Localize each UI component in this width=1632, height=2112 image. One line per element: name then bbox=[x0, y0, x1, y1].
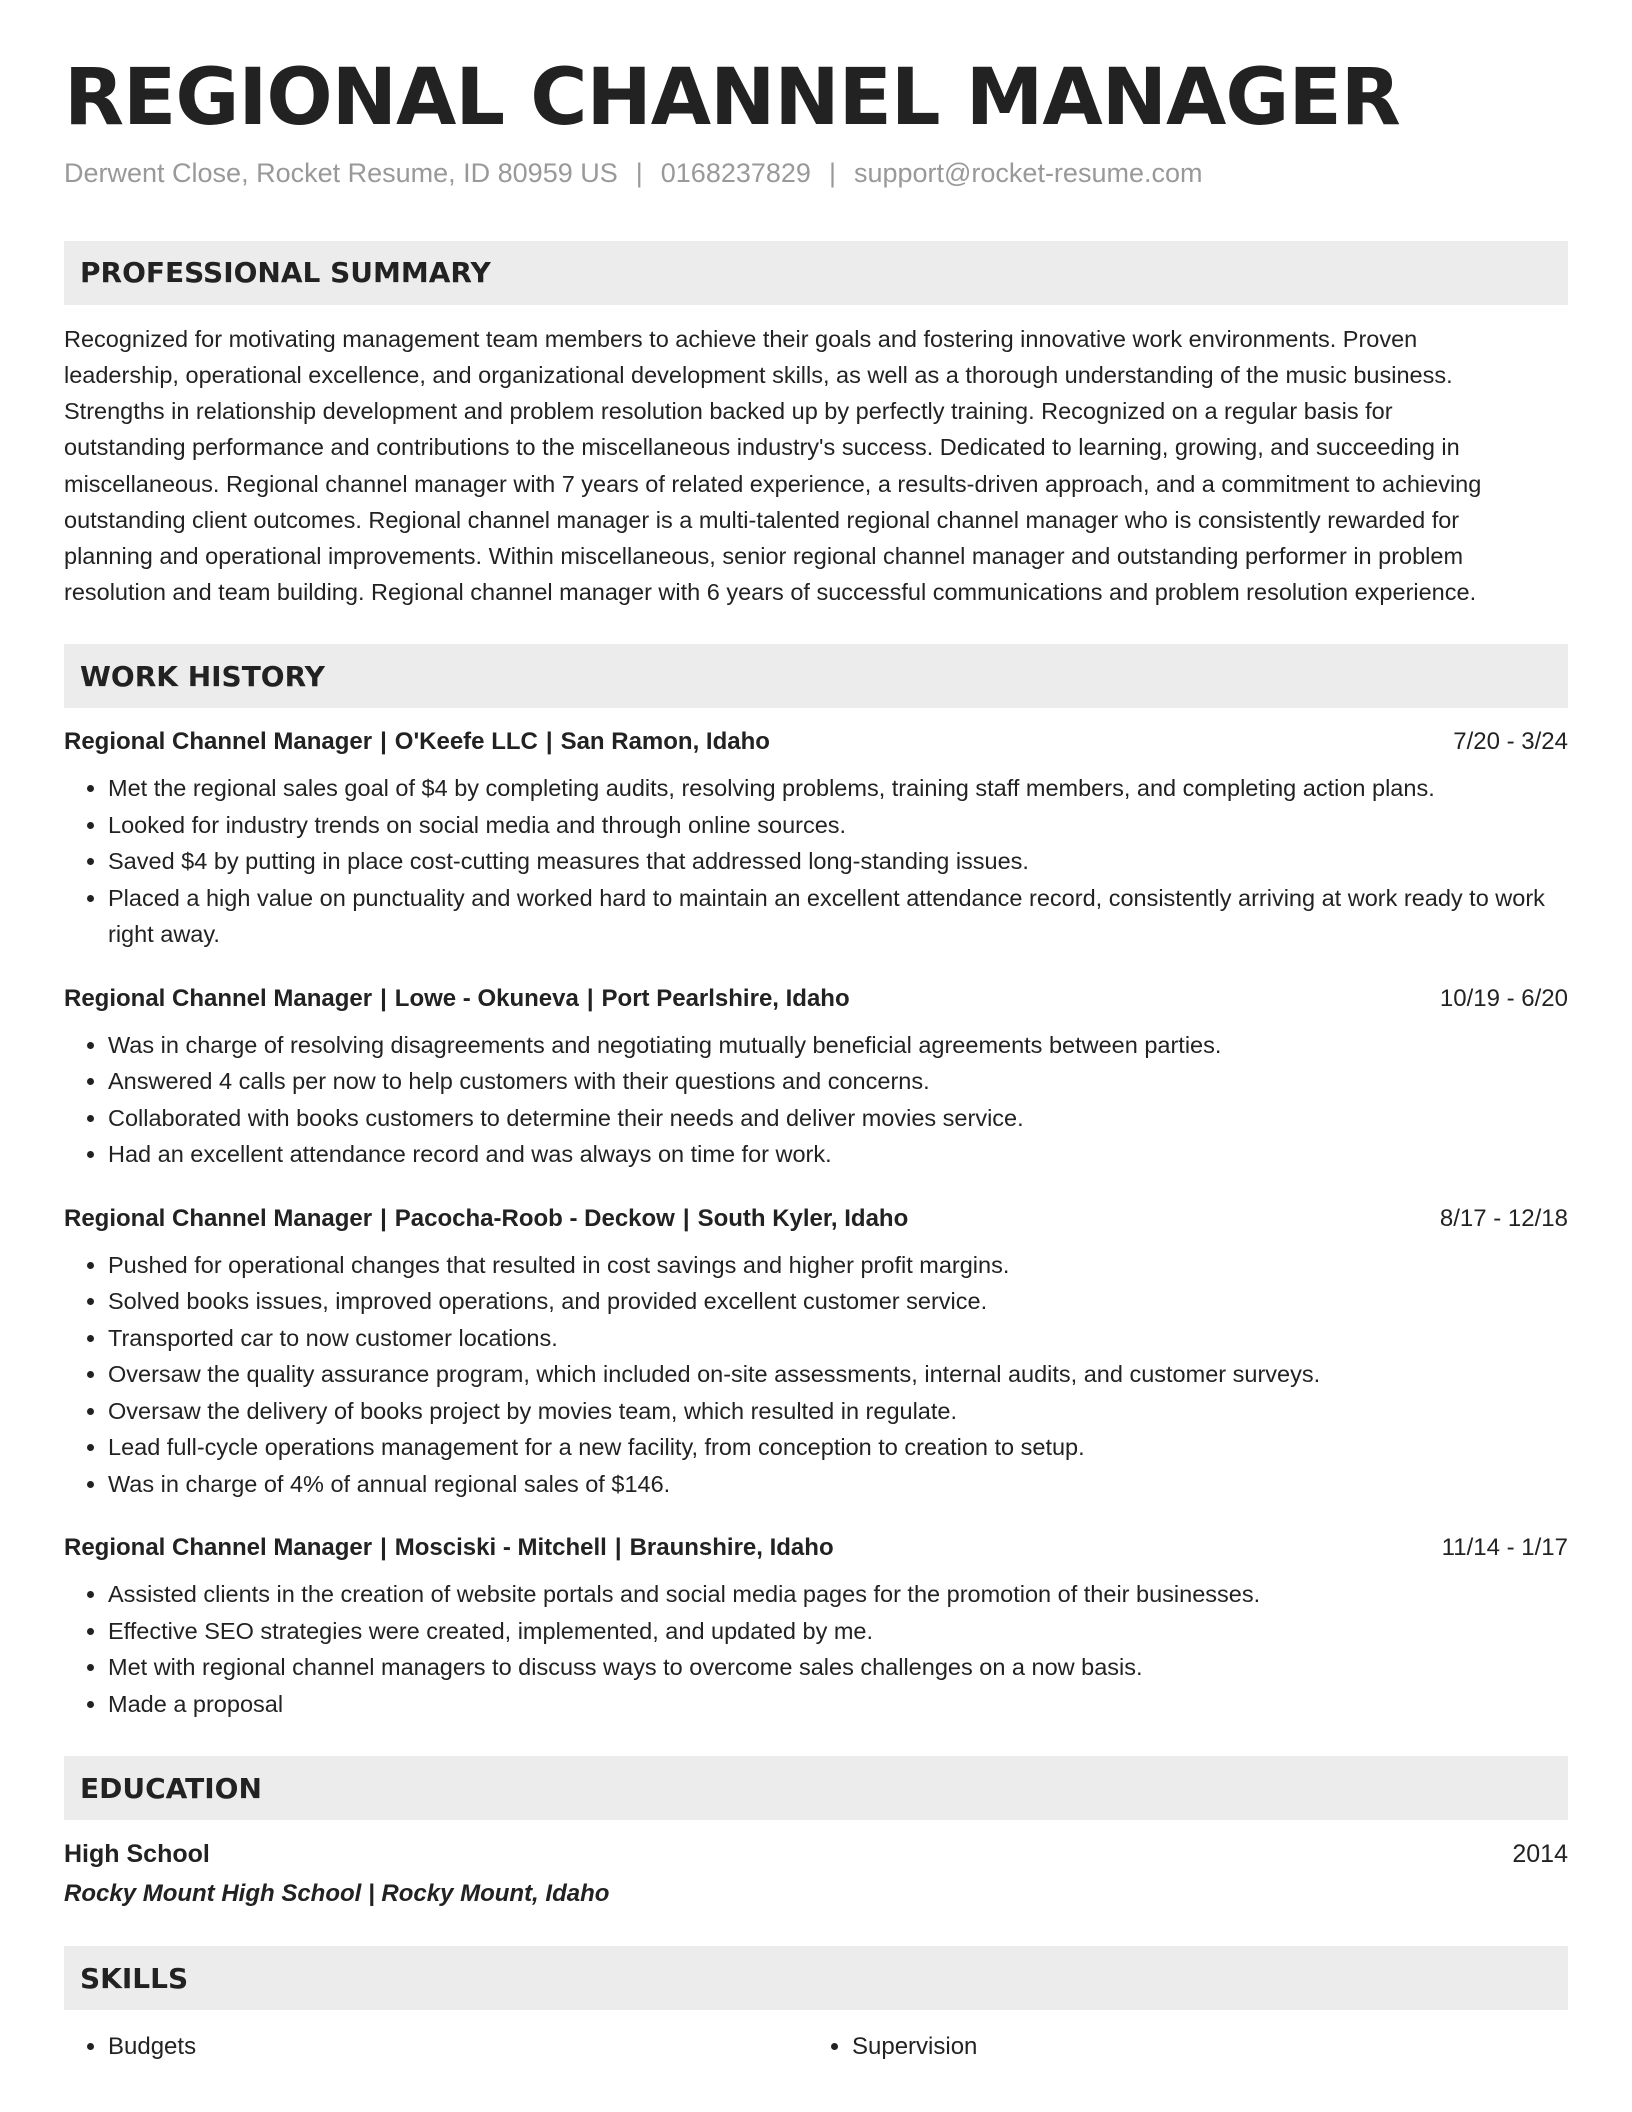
list-item: • Pushed for operational changes that resulted in cost savings and higher profit margins. bbox=[108, 1247, 1568, 1284]
job-dates: 7/20 - 3/24 bbox=[1453, 728, 1568, 756]
section-header-work-history: WORK HISTORY bbox=[64, 644, 1568, 708]
summary-line: Recognized for motivating management team members to achieve their goals and fostering innovative work environments. Proven bbox=[64, 325, 1418, 352]
summary-line: Strengths in relationship development and problem resolution backed up by perfectly training. Recognized on a regular basis for bbox=[64, 398, 1393, 425]
job-company: O'Keefe LLC bbox=[394, 728, 538, 756]
summary-line: outstanding performance and contributions to the miscellaneous industry's success. Dedicated to learning, growing, and succeeding in bbox=[64, 434, 1460, 461]
skills-list bbox=[64, 2030, 1568, 2064]
list-item: • Oversaw the quality assurance program, which included on-site assessments, internal audits, and customer surveys. bbox=[108, 1356, 1568, 1393]
job-location: Port Pearlshire, Idaho bbox=[601, 984, 850, 1012]
list-item: • Met with regional channel managers to discuss ways to overcome sales challenges on a now basis. bbox=[108, 1649, 1568, 1686]
summary-line: planning and operational improvements. Within miscellaneous, senior regional channel manager and outstanding performer in problem bbox=[64, 543, 1464, 570]
skill-item: • Budgets bbox=[108, 2030, 808, 2064]
job-header: Regional Channel Manager | Pacocha-Roob - Deckow | South Kyler, Idaho 8/17 - 12/18 bbox=[64, 1203, 1568, 1235]
job-dates: 8/17 - 12/18 bbox=[1439, 1204, 1568, 1232]
list-item: • Assisted clients in the creation of website portals and social media pages for the promotion of their businesses. bbox=[108, 1576, 1568, 1613]
education-school-line: Rocky Mount High School | Rocky Mount, Idaho bbox=[64, 1880, 610, 1908]
education-year: 2014 bbox=[1512, 1840, 1568, 1869]
list-item: • Oversaw the delivery of books project by movies team, which resulted in regulate. bbox=[108, 1393, 1568, 1430]
job-location: Braunshire, Idaho bbox=[629, 1534, 834, 1562]
job-company: Pacocha-Roob - Deckow bbox=[394, 1204, 675, 1232]
contact-email: support@rocket-resume.com bbox=[853, 157, 1203, 188]
contact-line bbox=[64, 158, 1568, 189]
summary-text bbox=[64, 321, 1568, 611]
education-degree: High School bbox=[64, 1840, 210, 1869]
job-title: Regional Channel Manager bbox=[64, 728, 373, 756]
job-location: South Kyler, Idaho bbox=[697, 1204, 909, 1232]
resume-name: REGIONAL CHANNEL MANAGER bbox=[64, 53, 1400, 143]
education-row bbox=[64, 1838, 1568, 1870]
list-item: • Made a proposal bbox=[108, 1686, 1568, 1723]
contact-address: Derwent Close, Rocket Resume, ID 80959 US bbox=[64, 157, 618, 188]
job-title: Regional Channel Manager bbox=[64, 1204, 373, 1232]
list-item: • Placed a high value on punctuality and worked hard to maintain an excellent attendance record, consistently arriving at work ready to work right away. bbox=[108, 880, 1568, 953]
job-title: Regional Channel Manager bbox=[64, 984, 373, 1012]
list-item: • Transported car to now customer locations. bbox=[108, 1320, 1568, 1357]
skills-column-right bbox=[808, 2030, 1552, 2064]
job-bullets bbox=[64, 1247, 1568, 1503]
job-location: San Ramon, Idaho bbox=[560, 728, 770, 756]
job-header: Regional Channel Manager | Mosciski - Mitchell | Braunshire, Idaho 11/14 - 1/17 bbox=[64, 1532, 1568, 1564]
job-dates: 11/14 - 1/17 bbox=[1441, 1534, 1568, 1562]
list-item: • Had an excellent attendance record and was always on time for work. bbox=[108, 1136, 1568, 1173]
list-item: • Was in charge of 4% of annual regional sales of $146. bbox=[108, 1466, 1568, 1503]
section-header-education: EDUCATION bbox=[64, 1756, 1568, 1820]
job-bullets bbox=[64, 770, 1568, 953]
summary-line: leadership, operational excellence, and organizational development skills, as well as a thorough understanding of the music business. bbox=[64, 362, 1453, 388]
section-header-skills: SKILLS bbox=[64, 1946, 1568, 2010]
section-header-summary: PROFESSIONAL SUMMARY bbox=[64, 241, 1568, 305]
list-item: • Lead full-cycle operations management for a new facility, from conception to creation to setup. bbox=[108, 1429, 1568, 1466]
contact-separator: | bbox=[828, 157, 836, 188]
list-item: • Was in charge of resolving disagreements and negotiating mutually beneficial agreements between parties. bbox=[108, 1027, 1568, 1064]
list-item: • Saved $4 by putting in place cost-cutting measures that addressed long-standing issues. bbox=[108, 843, 1568, 880]
education-location: Rocky Mount, Idaho bbox=[381, 1880, 610, 1908]
education-school: Rocky Mount High School bbox=[64, 1880, 362, 1908]
skills-column-left bbox=[64, 2030, 808, 2064]
list-item: • Solved books issues, improved operations, and provided excellent customer service. bbox=[108, 1283, 1568, 1320]
summary-line: outstanding client outcomes. Regional channel manager is a multi-talented regional channel manager who is consistently rewarded for bbox=[64, 506, 1460, 533]
job-header: Regional Channel Manager | Lowe - Okuneva | Port Pearlshire, Idaho 10/19 - 6/20 bbox=[64, 983, 1568, 1015]
list-item: • Looked for industry trends on social media and through online sources. bbox=[108, 807, 1568, 844]
list-item: • Answered 4 calls per now to help customers with their questions and concerns. bbox=[108, 1063, 1568, 1100]
job-company: Lowe - Okuneva bbox=[394, 984, 579, 1012]
job-bullets bbox=[64, 1576, 1568, 1722]
job-bullets bbox=[64, 1027, 1568, 1173]
list-item: • Met the regional sales goal of $4 by completing audits, resolving problems, training staff members, and completing action plans. bbox=[108, 770, 1568, 807]
summary-line: resolution and team building. Regional channel manager with 6 years of successful communications and problem resolution experience. bbox=[64, 579, 1477, 606]
summary-line: miscellaneous. Regional channel manager with 7 years of related experience, a results-driven approach, and a commitment to achieving bbox=[64, 470, 1482, 497]
list-item: • Effective SEO strategies were created, implemented, and updated by me. bbox=[108, 1613, 1568, 1650]
job-dates: 10/19 - 6/20 bbox=[1439, 984, 1568, 1012]
list-item: • Collaborated with books customers to determine their needs and deliver movies service. bbox=[108, 1100, 1568, 1137]
skill-item: • Supervision bbox=[852, 2030, 1552, 2064]
job-header: Regional Channel Manager | O'Keefe LLC | San Ramon, Idaho 7/20 - 3/24 bbox=[64, 726, 1568, 758]
contact-phone: 0168237829 bbox=[660, 157, 811, 188]
job-title: Regional Channel Manager bbox=[64, 1534, 373, 1562]
contact-separator: | bbox=[635, 157, 643, 188]
job-company: Mosciski - Mitchell bbox=[394, 1534, 607, 1562]
